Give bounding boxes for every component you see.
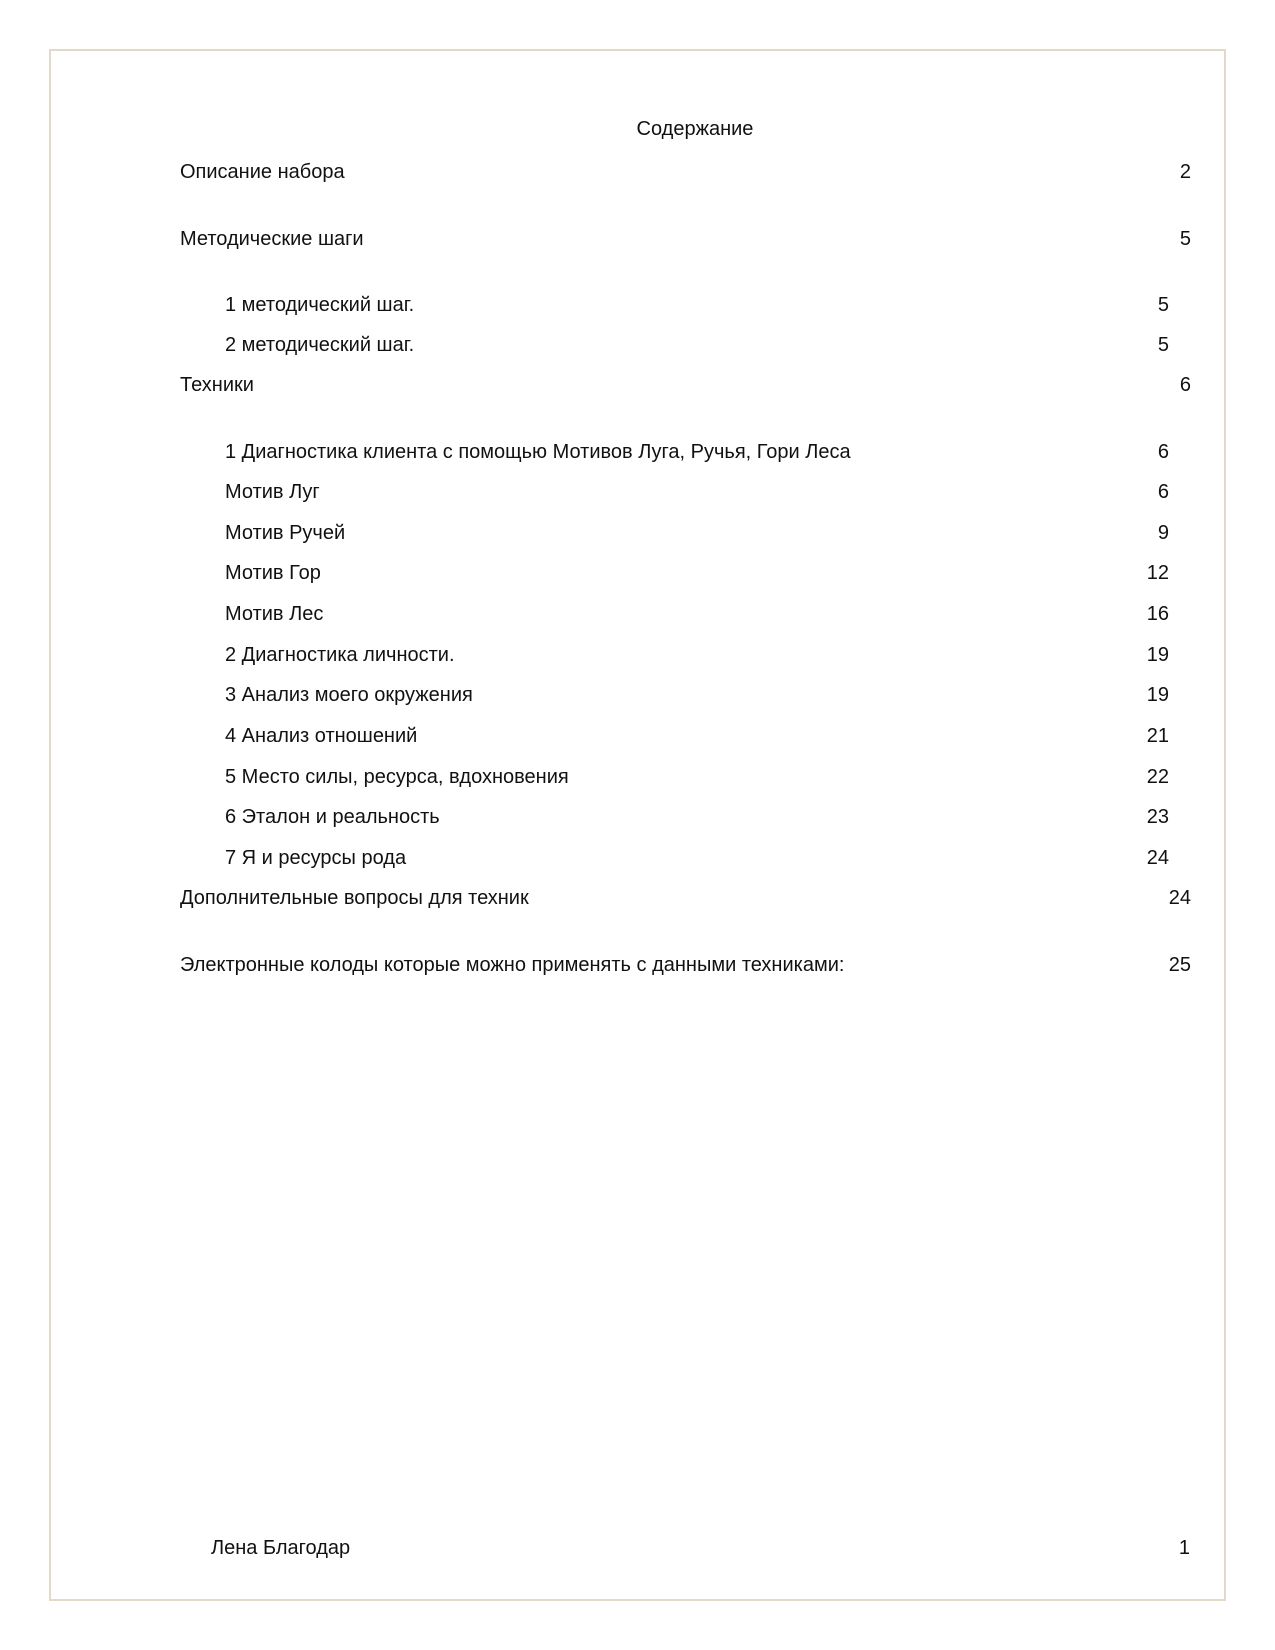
toc-entry-label: 4 Анализ отношений xyxy=(225,725,418,747)
toc-entry-label: Описание набора xyxy=(180,161,345,183)
toc-entry-label: 2 Диагностика личности. xyxy=(225,644,455,666)
footer-page-number: 1 xyxy=(1178,1537,1190,1559)
toc-entry-page: 16 xyxy=(1146,603,1169,625)
toc-entry-page: 6 xyxy=(1157,481,1169,503)
toc-entry-page: 5 xyxy=(1157,334,1169,356)
toc-entry-page: 5 xyxy=(1157,294,1169,316)
toc-entry-page: 22 xyxy=(1146,766,1169,788)
toc-entry-page: 21 xyxy=(1146,725,1169,747)
toc-entry-page: 5 xyxy=(1179,228,1191,250)
toc-entry-label: Мотив Гор xyxy=(225,562,321,584)
toc-entry-page: 25 xyxy=(1168,954,1191,976)
toc-entry-label: Электронные колоды которые можно применять с данными техниками: xyxy=(180,954,845,976)
toc-title: Содержание xyxy=(636,118,754,140)
toc-entry-label: 1 Диагностика клиента с помощью Мотивов Луга, Ручья, Гори Леса xyxy=(225,441,851,463)
toc-entry-page: 23 xyxy=(1146,806,1169,828)
toc-entry-page: 6 xyxy=(1179,374,1191,396)
toc-entry-label: Мотив Ручей xyxy=(225,522,346,544)
toc-entry-label: 5 Место силы, ресурса, вдохновения xyxy=(225,766,569,788)
toc-entry-page: 19 xyxy=(1146,684,1169,706)
toc-entry-label: Мотив Лес xyxy=(225,603,324,625)
toc-entry-label: Мотив Луг xyxy=(225,481,320,503)
toc-entry-page: 19 xyxy=(1146,644,1169,666)
toc-entry-page: 12 xyxy=(1146,562,1169,584)
toc-entry-label: Дополнительные вопросы для техник xyxy=(180,887,529,909)
toc-entry-page: 24 xyxy=(1168,887,1191,909)
toc-entry-label: 3 Анализ моего окружения xyxy=(225,684,473,706)
toc-entry-page: 9 xyxy=(1157,522,1169,544)
toc-entry-label: 2 методический шаг. xyxy=(225,334,415,356)
toc-entry-label: 6 Эталон и реальность xyxy=(225,806,440,828)
toc-entry-label: 1 методический шаг. xyxy=(225,294,415,316)
footer-author: Лена Благодар xyxy=(211,1537,351,1559)
toc-entry-page: 6 xyxy=(1157,441,1169,463)
toc-entry-page: 2 xyxy=(1179,161,1191,183)
toc-entry-page: 24 xyxy=(1146,847,1169,869)
toc-entry-label: Техники xyxy=(180,374,254,396)
toc-entry-label: 7 Я и ресурсы рода xyxy=(225,847,407,869)
toc-entry-label: Методические шаги xyxy=(180,228,364,250)
